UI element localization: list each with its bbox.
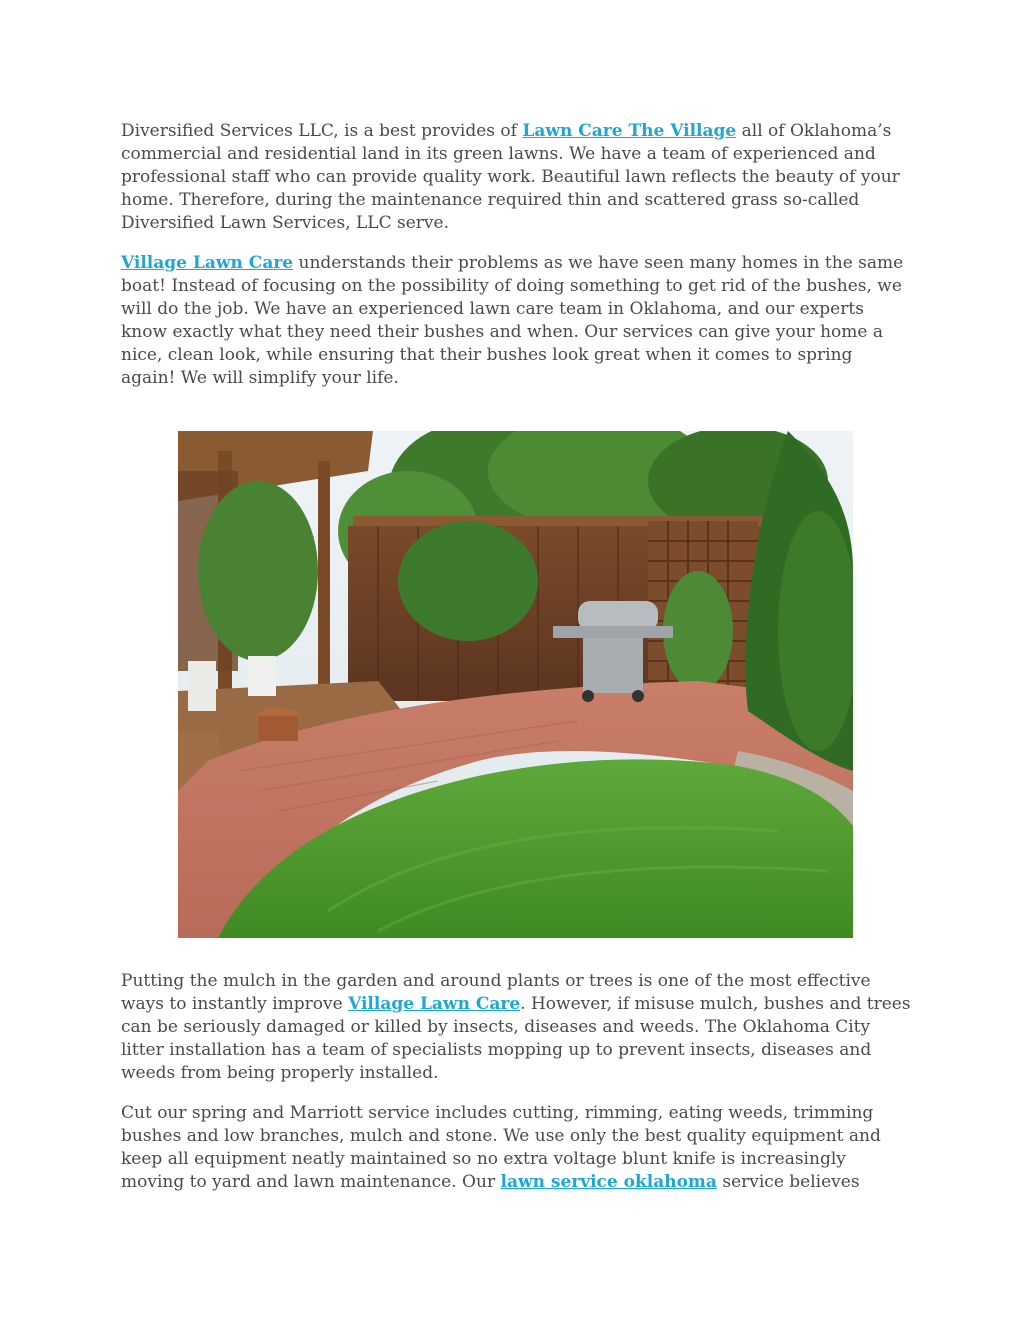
paragraph-spring-text-end: service believes [716,1172,860,1192]
paragraph-mulch [121,970,911,1085]
document-body [121,120,911,390]
paragraph-intro [121,120,911,235]
paragraph-spring-text-start: Cut our spring and Marriott service includes cutting, rimming, eating weeds, trimming bushes and low branches, mulch and stone. We use only the best quality equipment and keep all equipment neatly maintained so no extra voltage blunt knife is increasingly moving to yard and lawn maintenance. Our [121,1103,881,1192]
backyard-garden-photo [178,431,853,938]
paragraph-intro-text-start: Diversified Services LLC, is a best provides of [121,121,523,141]
paragraph-spring-service [121,1102,911,1194]
paragraph-mulch-text-end: . However, if misuse mulch, bushes and trees can be seriously damaged or killed by insects, diseases and weeds. The Oklahoma City litter installation has a team of specialists mopping up to prevent insects, diseases and weeds from being properly installed. [121,994,911,1083]
village-lawn-care-link-2[interactable]: Village Lawn Care [348,994,521,1014]
village-lawn-care-link[interactable]: Village Lawn Care [121,253,294,273]
paragraph-village-text: understands their problems as we have seen many homes in the same boat! Instead of focusing on the possibility of doing something to get rid of the bushes, we will do the job. We have an experienced lawn care team in Oklahoma, and our experts know exactly what they need their bushes and when. Our services can give your home a nice, clean look, while ensuring that their bushes look great when it comes to spring again! We will simplify your life. [121,253,904,388]
document-body-lower [121,970,911,1194]
paragraph-intro-text-end: all of Oklahoma’s commercial and residential land in its green lawns. We have a team of experienced and professional staff who can provide quality work. Beautiful lawn reflects the beauty of your home. Therefore, during the maintenance required thin and scattered grass so-called Diversified Lawn Services, LLC serve. [121,121,900,233]
paragraph-village-lawn-care [121,252,911,390]
lawn-service-oklahoma-link[interactable]: lawn service oklahoma [500,1172,717,1192]
lawn-care-the-village-link[interactable]: Lawn Care The Village [522,121,737,141]
paragraph-mulch-text-start: Putting the mulch in the garden and around plants or trees is one of the most effective ways to instantly improve [121,971,871,1014]
